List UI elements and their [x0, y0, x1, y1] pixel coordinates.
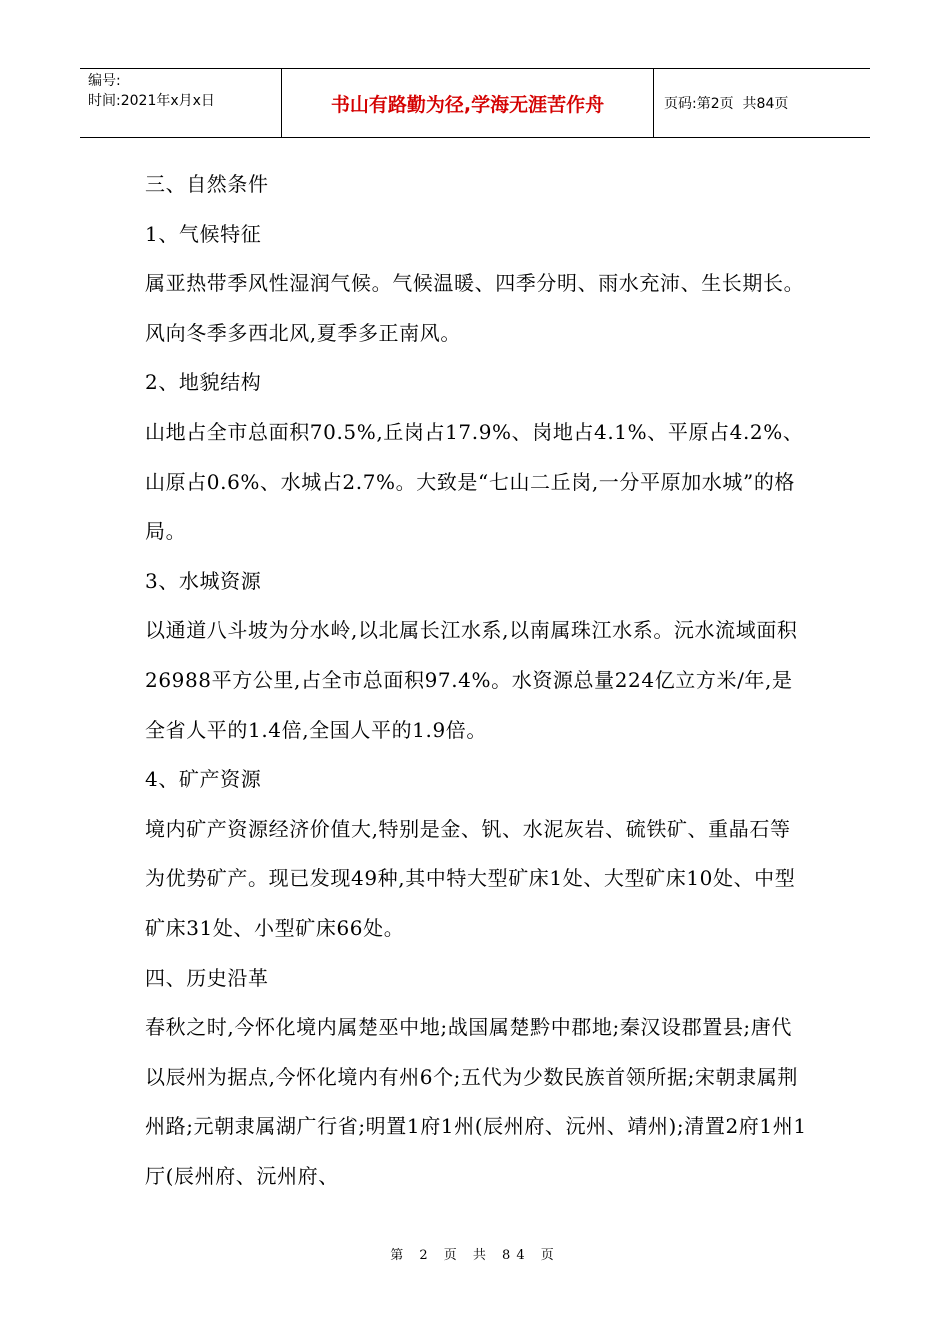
pager-total: 84 [756, 96, 775, 112]
body-paragraph: 境内矿产资源经济价值大,特别是金、钒、水泥灰岩、硫铁矿、重晶石等为优势矿产。现已发现49种,其中特大型矿床1处、大型矿床10处、中型矿床31处、小型矿床66处。 [145, 816, 796, 940]
pager-current: 2 [710, 96, 720, 112]
pager-line [664, 93, 870, 113]
document-body [145, 160, 810, 1201]
header-meta [80, 69, 282, 137]
subsection-heading: 4、矿产资源 [145, 767, 262, 792]
page-footer: 第 2 页 共 84 页 [390, 1248, 560, 1263]
subsection-heading: 1、气候特征 [145, 221, 262, 246]
pager-mid: 页 共 [719, 96, 757, 112]
document-number-label: 编号: [88, 73, 121, 89]
body-paragraph: 属亚热带季风性湿润气候。气候温暖、四季分明、雨水充沛、生长期长。风向冬季多西北风,夏季多正南风。 [145, 271, 805, 345]
header-pager [654, 69, 870, 137]
body-paragraph: 山地占全市总面积70.5%,丘岗占17.9%、岗地占4.1%、平原占4.2%、山原占0.6%、水城占2.7%。大致是“七山二丘岗,一分平原加水城”的格局。 [145, 419, 804, 544]
header-slogan: 书山有路勤为径,学海无涯苦作舟 [330, 93, 605, 116]
section-heading: 三、自然条件 [145, 172, 269, 196]
pager-prefix: 页码:第 [664, 96, 711, 112]
header-slogan-cell [282, 69, 654, 137]
body-paragraph: 春秋之时,今怀化境内属楚巫中地;战国属楚黔中郡地;秦汉设郡置县;唐代以辰州为据点,今怀化境内有州6个;五代为少数民族首领所据;宋朝隶属荆州路;元朝隶属湖广行省;明置1府1州(辰州府、沅州、靖州);清置2府1州1厅(辰州府、沅州府、 [145, 1015, 807, 1188]
subsection-heading: 2、地貌结构 [145, 370, 262, 395]
page-header [80, 68, 870, 138]
pager-suffix: 页 [774, 96, 789, 112]
subsection-heading: 3、水城资源 [145, 568, 262, 593]
section-heading: 四、历史沿革 [145, 965, 269, 990]
document-time: 时间:2021年x月x日 [88, 93, 215, 109]
body-paragraph: 以通道八斗坡为分水岭,以北属长江水系,以南属珠江水系。沅水流域面积26988平方公里,占全市总面积97.4%。水资源总量224亿立方米/年,是全省人平的1.4倍,全国人平的1.9倍。 [145, 618, 798, 742]
